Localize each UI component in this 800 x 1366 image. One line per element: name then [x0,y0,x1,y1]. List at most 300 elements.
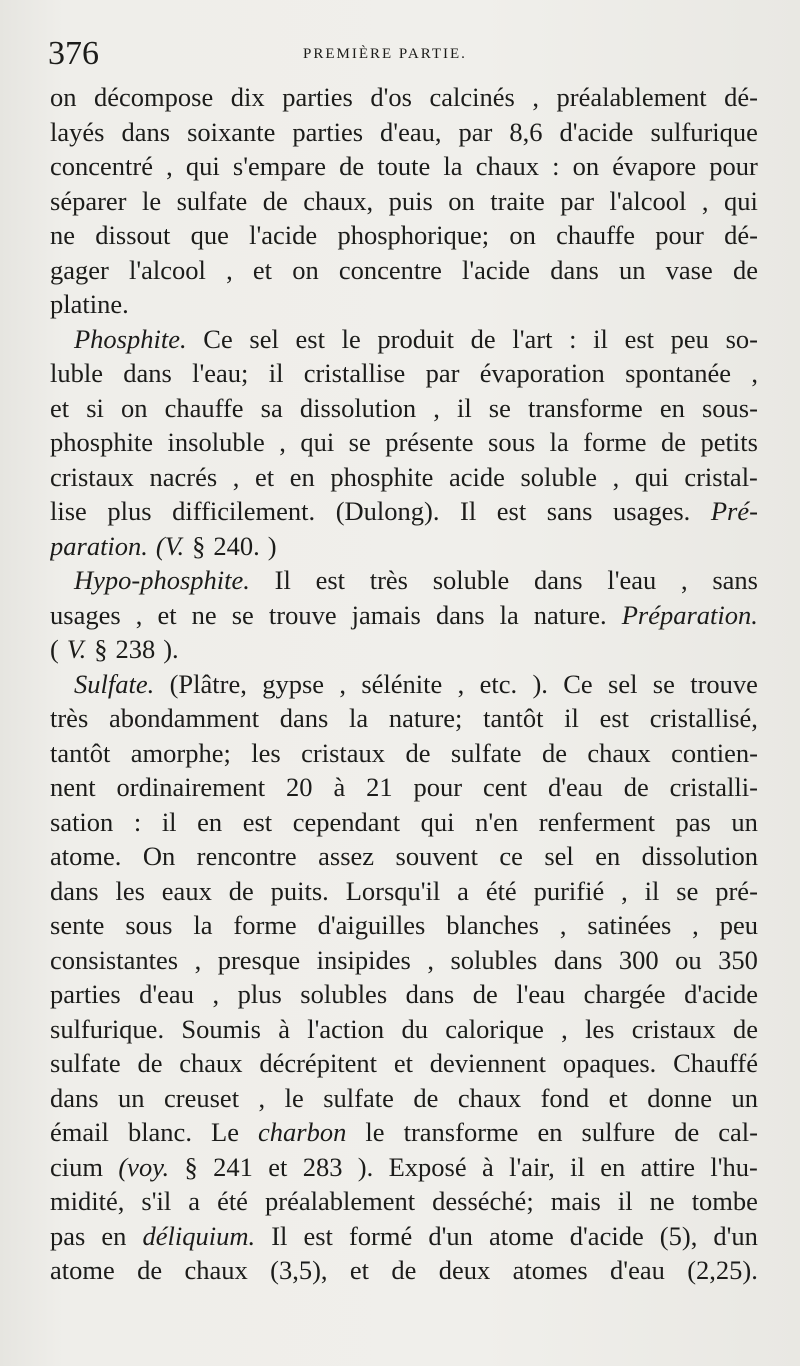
word: pré- [715,875,758,906]
word: , [701,185,709,216]
word: chaux [179,1048,243,1078]
text-line [50,184,758,219]
word: toute [377,151,431,181]
text-line [50,563,758,598]
word: cristalli- [669,772,758,802]
word: dans [279,703,329,733]
word: il [268,358,284,388]
word: d'aiguilles [317,910,426,940]
word: de [137,1255,163,1285]
word: qui [420,806,455,837]
word: est [496,496,527,526]
word: l'alcool [609,185,687,216]
running-head: PREMIÈRE PARTIE. [303,46,467,62]
word: traite [490,185,545,216]
word: la [499,599,519,630]
word: , [751,358,758,388]
text-line [50,805,758,840]
word: , [339,668,346,699]
word: , [232,461,240,492]
word: évapore [612,151,697,181]
word: blanc. [127,1117,192,1147]
word: le [284,1082,304,1113]
word: opaques. [562,1048,657,1078]
word: § [184,1151,198,1182]
word: et [393,1048,413,1078]
word: so- [725,323,758,354]
word: nent [50,772,96,802]
word: la [193,910,213,940]
word: se [348,427,371,457]
word: chauffe [164,392,244,423]
word: : [133,806,142,837]
text-line [50,356,758,391]
word: eaux [161,875,212,906]
word: l'eau [516,979,566,1009]
word: préalablement [265,1186,416,1216]
word: sulfurique. [50,1013,165,1044]
word: de [674,1117,700,1147]
word: sans [546,496,593,526]
word: l'air, [509,1151,555,1182]
word: sulfurique [650,116,758,147]
word: que [190,220,229,250]
word: etc. [479,668,518,699]
body-text [50,80,758,1288]
word: d'acide [559,116,634,147]
word: on [448,185,475,216]
word: de [391,1255,417,1285]
word: insoluble [167,427,265,457]
word: trouve [268,599,337,630]
word: il [564,703,579,733]
word: préalablement [556,82,707,112]
word: atome [488,1220,554,1251]
word: d'os [370,82,412,112]
word: tombe [691,1186,758,1216]
word: tantôt [50,737,111,768]
text-line [50,529,758,564]
word: d'acide [684,979,758,1009]
word: puits. [270,875,329,906]
word: , [279,427,286,457]
word: un [731,806,758,837]
word: renferment [538,806,655,837]
word: gager [50,254,109,285]
word: , [427,944,434,975]
word: dissout [95,220,171,250]
word: Hypo-phosphite. [74,565,250,595]
word: il [617,1186,633,1216]
word: sente [50,910,105,940]
word: du [401,1013,428,1044]
text-line [50,908,758,943]
word: qui [634,461,669,492]
word: il [570,1151,585,1182]
word: forme [583,427,647,457]
word: un [619,254,646,285]
word: parties [50,979,121,1009]
word: d'eau [610,1255,665,1285]
text-line [50,460,758,495]
word: de [661,427,687,457]
word: si [86,392,104,423]
word: il [593,323,608,354]
word: et [608,1082,628,1113]
word: cium [50,1151,103,1182]
word: 283 [302,1151,343,1182]
word: cristaux [631,1013,716,1044]
word: on [572,151,600,181]
word: l'eau; [192,358,249,388]
word: est [303,1220,333,1251]
word: sulfure [581,1117,656,1147]
word: midité, [50,1186,125,1216]
text-line [50,736,758,771]
word: cristallisé, [649,703,758,733]
word: est [242,806,273,837]
word: sous [125,910,173,940]
text-line [50,1115,758,1150]
word: de [472,979,498,1009]
word: phosphite [50,427,154,457]
word: Ce [563,668,593,699]
word: tantôt [483,703,544,733]
word: charbon [258,1117,347,1147]
word: abondamment [108,703,260,733]
word: été [485,875,517,906]
word: , [621,875,628,906]
word: 300 [618,944,659,975]
word: et [157,599,177,630]
word: ). [532,668,548,699]
page-header [48,34,760,74]
word: calcinés [429,82,515,112]
text-line [50,632,758,667]
word: (voy. [118,1151,170,1182]
word: creuset [164,1082,240,1113]
word: phosphite [330,461,434,492]
word: trouve [690,668,758,699]
word: soixante [187,116,276,147]
word: de [228,875,254,906]
word: cent [482,772,528,802]
word: Ce [203,323,233,354]
word: déliquium. [142,1220,256,1251]
word: souvent [395,841,478,871]
word: usages [50,599,121,630]
text-line [50,1219,758,1254]
word: l'eau [607,565,657,595]
word: ). [357,1151,374,1182]
word: : [552,151,560,181]
word: deux [438,1255,491,1285]
word: l'art [512,323,553,354]
word: chaux [587,737,651,768]
word: la [443,151,463,181]
word: § [94,634,108,664]
word: le [365,1117,385,1147]
word: est [315,565,345,595]
word: et [268,1151,288,1182]
word: jamais [351,599,421,630]
word: sa [260,392,283,423]
text-line [50,874,758,909]
word: un [731,1082,758,1113]
word: la [549,427,569,457]
word: se [231,599,254,630]
word: Chauffé [673,1048,758,1078]
word: sulfate [176,185,248,216]
word: de [262,185,288,216]
word: (V. [155,530,185,561]
word: de [470,323,496,354]
text-line [50,943,758,978]
word: , [135,599,143,630]
word: layés [50,116,105,147]
word: et [349,1255,370,1285]
word: dans [435,599,485,630]
word: Pré- [710,496,758,526]
word: donne [647,1082,712,1113]
text-line [50,149,758,184]
word: de [405,737,431,768]
word: atome [50,1255,115,1285]
word: pas [675,806,711,837]
word: concentre [338,254,442,285]
word: en [595,841,621,871]
word: lise [50,496,87,526]
word: l'acide [462,254,531,285]
word: à [278,1013,290,1044]
word: très [369,565,408,595]
word: sulfate [450,737,522,768]
word: Il [274,565,291,595]
word: dans [123,358,172,388]
word: fond [540,1082,590,1113]
word: est [295,323,325,354]
word: dans [405,979,455,1009]
word: vase [665,254,713,285]
word: ne [50,220,76,250]
word: la [349,703,369,733]
word: spontanée [625,358,732,388]
word: en [289,461,315,492]
word: On [142,841,176,871]
word: : [569,323,577,354]
word: , [681,565,688,595]
word: formé [348,1220,413,1251]
word: l'alcool [129,254,206,285]
word: de [732,1013,758,1044]
word: il [644,875,660,906]
word: dix [230,82,265,112]
word: le [341,323,361,354]
word: dissolution [641,841,758,871]
word: dans [121,116,171,147]
word: nature; [388,703,463,733]
word: Phosphite. [74,323,187,354]
word: ). [163,634,179,664]
word: ) [267,530,277,561]
word: d'acide [569,1220,644,1251]
word: en [659,392,685,423]
word: pour [413,772,463,802]
word: parties [282,82,353,112]
word: dans [553,944,603,975]
word: soluble [432,565,510,595]
text-line [50,1081,758,1116]
word: pas [50,1220,86,1251]
word: , [612,461,620,492]
word: pour [709,151,758,181]
word: solubles [300,979,388,1009]
text-line [50,1150,758,1185]
word: ne [191,599,217,630]
word: rencontre [196,841,297,871]
word: par [425,358,460,388]
word: les [251,737,281,768]
word: il [161,806,177,837]
word: sation [50,806,114,837]
word: assez [318,841,375,871]
word: à [481,1151,494,1182]
word: 238 [115,634,156,664]
text-line [50,115,758,150]
word: en [600,1151,626,1182]
word: , [532,82,539,112]
word: chaux, [303,185,374,216]
word: sans [712,565,758,595]
word: parties [292,116,364,147]
word: ne [649,1186,675,1216]
word: d'un [713,1220,758,1251]
word: très [50,703,89,733]
text-line [50,253,758,288]
word: insipides [316,944,411,975]
word: paration. [50,530,148,561]
word: un [118,1082,145,1113]
word: on [292,254,319,285]
word: 240. [213,530,260,561]
word: a [457,875,469,906]
word: le [141,185,162,216]
word: , [258,1082,266,1113]
word: décrépitent [259,1048,378,1078]
word: et [252,254,273,285]
word: par [560,185,595,216]
text-line [50,494,758,529]
word: qui [724,185,758,216]
word: , [194,944,202,975]
word: décompose [94,82,214,112]
word: d'un [428,1220,473,1251]
word: platine. [50,289,129,319]
text-line [50,1184,758,1219]
word: chaux [457,1082,522,1113]
word: se [676,875,699,906]
word: de [137,1048,163,1078]
word: contien- [671,737,758,768]
text-line [50,770,758,805]
text-line [50,218,758,253]
word: (3,5), [270,1255,328,1285]
word: usages. [613,496,691,526]
word: d'eau, [380,116,442,147]
word: sulfate [323,1082,394,1113]
word: se [652,668,675,699]
word: consistantes [50,944,179,975]
word: blanches [446,910,539,940]
text-line [50,1046,758,1081]
word: , [561,1013,568,1044]
word: plus [237,979,282,1009]
text-line [50,977,758,1012]
word: ( [50,634,59,664]
word: et [50,392,70,423]
word: presque [217,944,301,975]
word: purifié [533,875,605,906]
text-line [50,839,758,874]
text-line [50,80,758,115]
word: qui [185,151,220,181]
word: , [166,151,173,181]
word: nacrés [149,461,218,492]
word: , [457,668,465,699]
word: Il [460,496,477,526]
word: sel [608,668,638,699]
word: dé- [724,82,758,112]
word: plus [107,496,152,526]
word: solubles [450,944,538,975]
word: mais [550,1186,601,1216]
word: a [188,1186,201,1216]
word: s'il [141,1186,172,1216]
word: dans [50,1082,99,1113]
word: cependant [292,806,401,837]
word: acide [448,461,505,492]
word: sel [249,323,279,354]
word: phosphorique; [337,220,490,250]
word: en [197,806,223,837]
word: et [254,461,275,492]
word: en [101,1220,127,1251]
word: Le [211,1117,239,1147]
text-line [50,701,758,736]
word: produit [377,323,454,354]
word: on [509,220,536,250]
word: il [456,392,472,423]
word: calorique [445,1013,544,1044]
word: concentré [50,151,153,181]
word: de [339,151,365,181]
word: , [226,254,233,285]
word: deviennent [429,1048,547,1078]
word: chargée [583,979,666,1009]
word: forme [233,910,297,940]
word: transforme [527,392,643,423]
word: peu [719,910,758,940]
word: n'en [475,806,519,837]
word: dé- [724,220,758,250]
word: les [115,875,145,906]
word: soluble [520,461,598,492]
text-line [50,322,758,357]
page-number: 376 [48,35,99,72]
word: peu [670,323,709,354]
word: atomes [512,1255,588,1285]
word: dans [50,875,99,906]
